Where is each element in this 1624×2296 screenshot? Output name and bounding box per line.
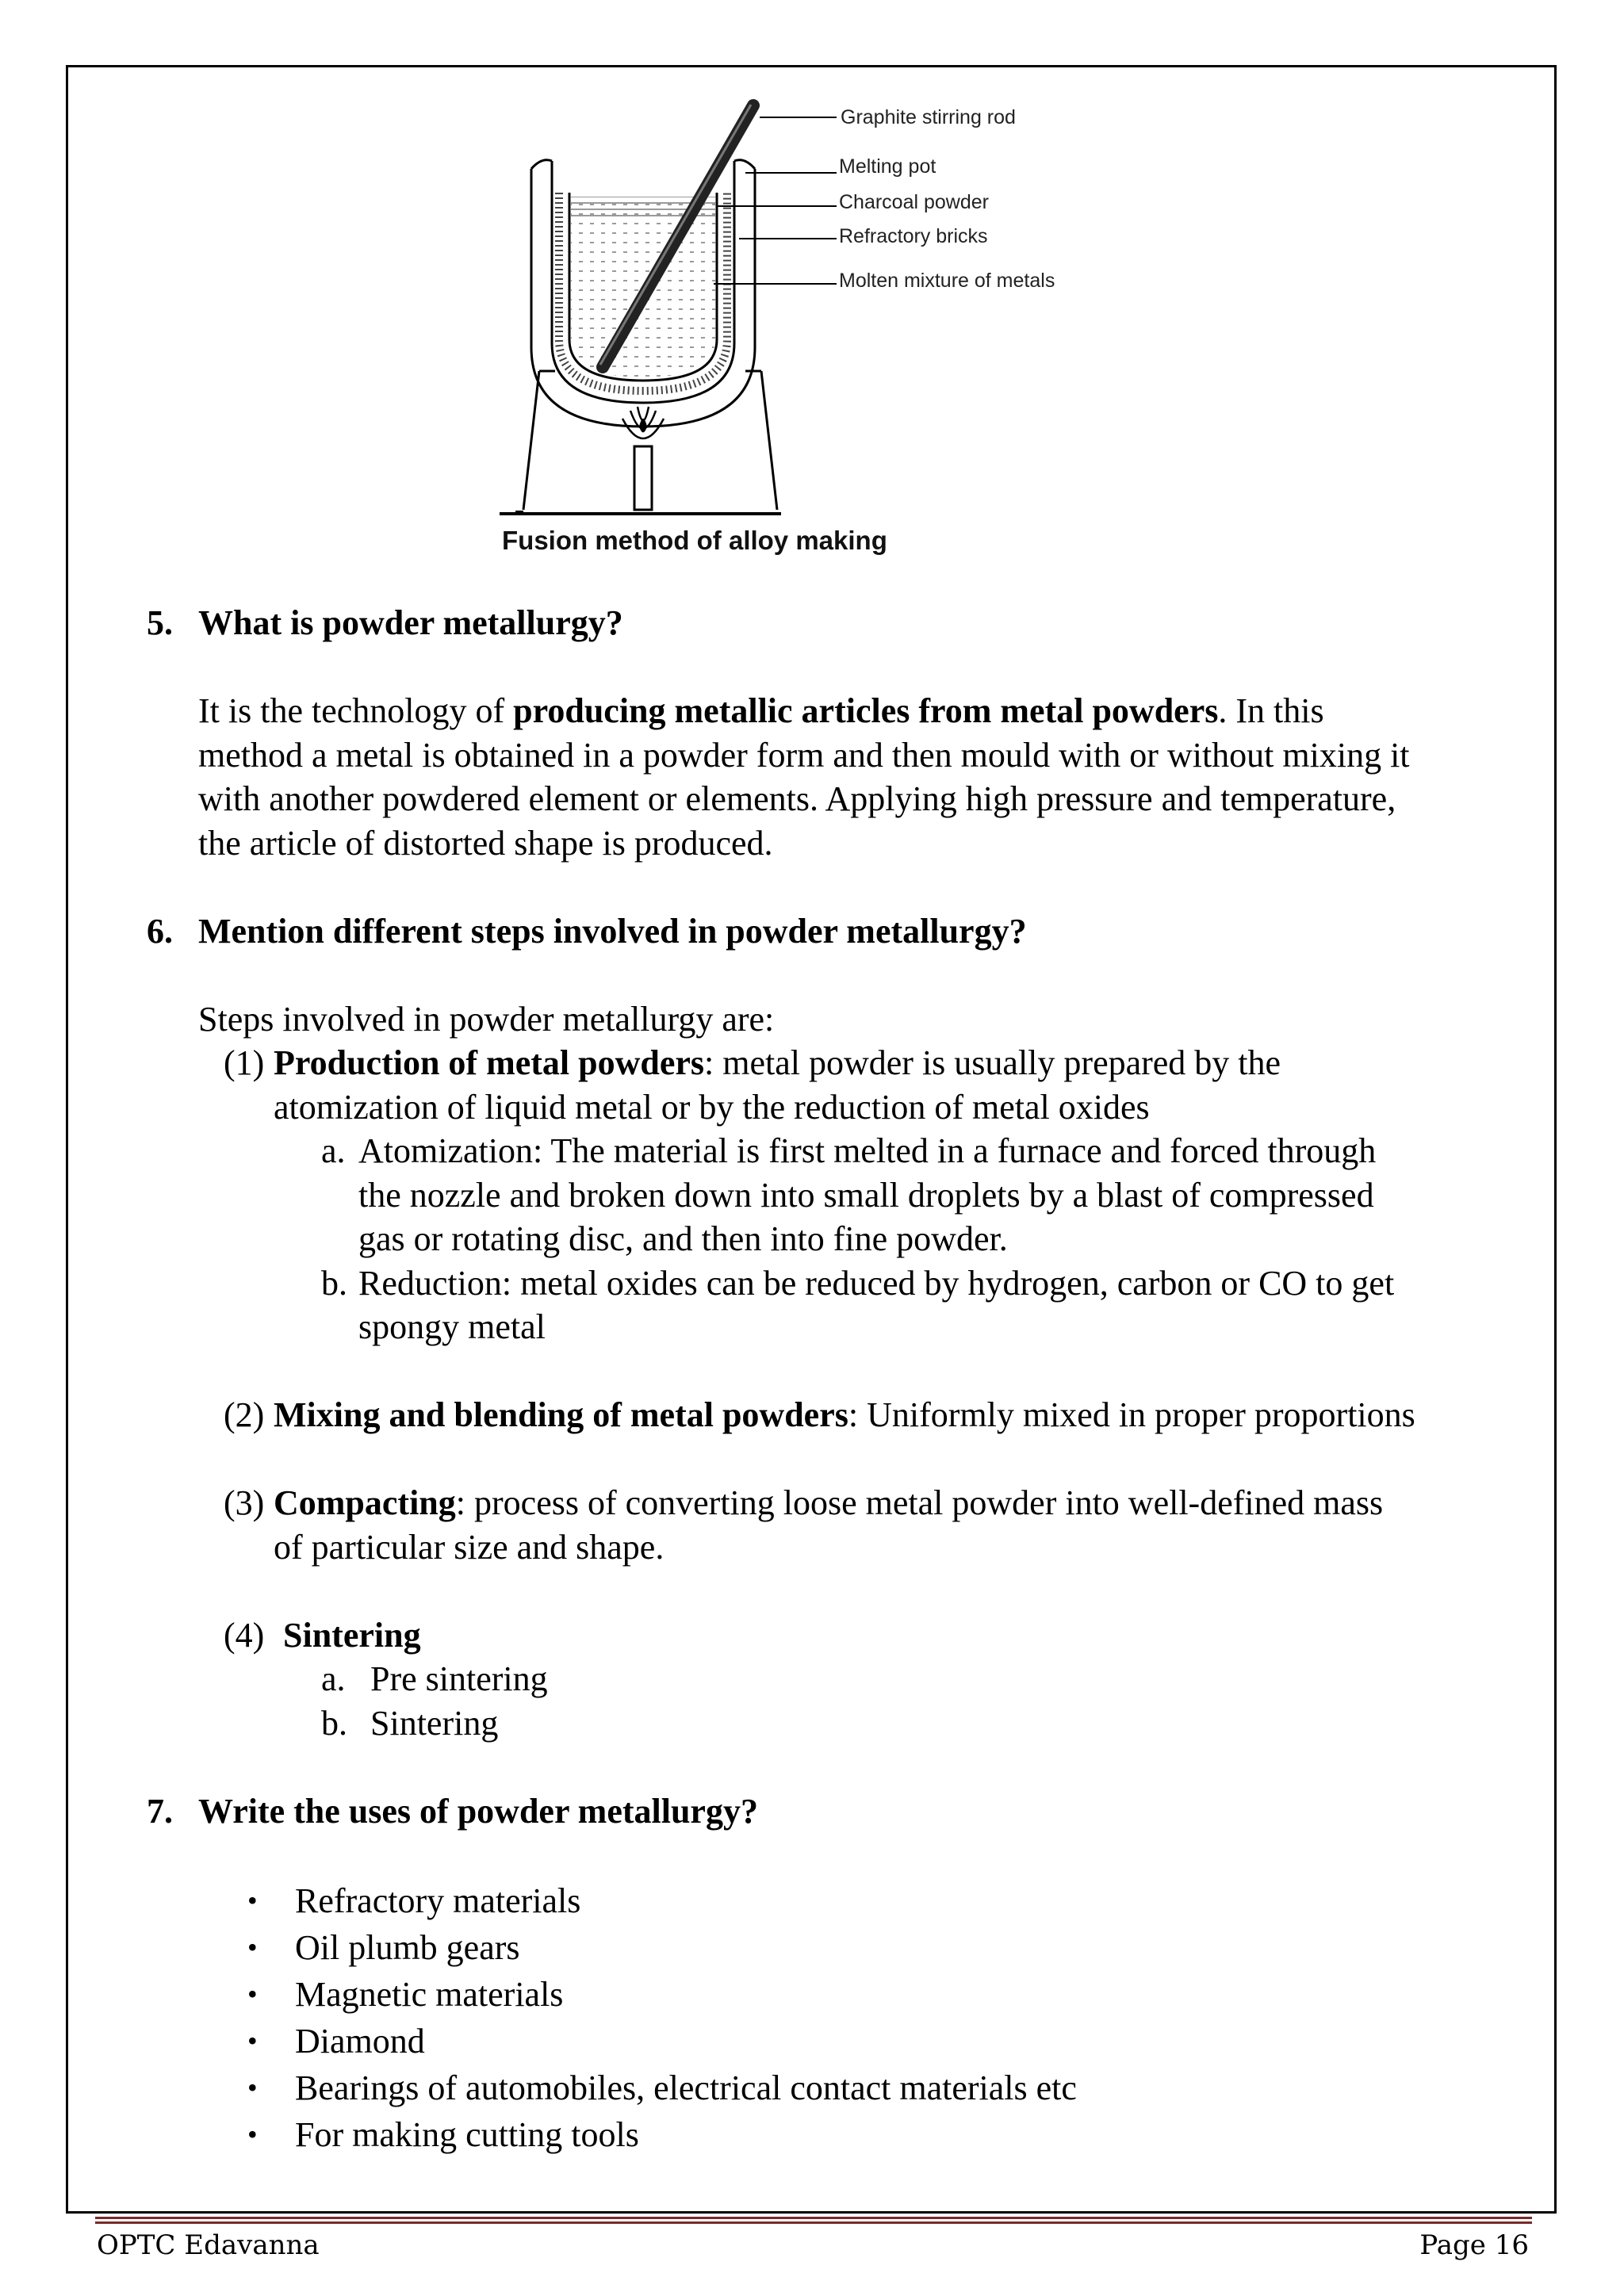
fusion-method-figure <box>444 86 1094 577</box>
step-text: : Uniformly mixed in proper proportions <box>848 1395 1415 1434</box>
step-text: : process of converting loose metal powder into well-defined mass <box>455 1483 1384 1522</box>
footer-institution: OPTC Edavanna <box>97 2229 320 2261</box>
step-1-sub-a <box>147 1129 1526 1261</box>
sub-text: spongy metal <box>358 1307 546 1346</box>
question-text: What is powder metallurgy? <box>198 603 623 642</box>
list-item: • Magnetic materials <box>147 1971 1526 2018</box>
list-item: • Oil plumb gears <box>147 1924 1526 1971</box>
step-title: Mixing and blending of metal powders <box>274 1395 848 1434</box>
step-1-sub-b <box>147 1261 1526 1349</box>
step-number: (2) <box>224 1395 265 1434</box>
list-item: • Diamond <box>147 2018 1526 2064</box>
bullet-icon: • <box>247 1931 258 1963</box>
footer-rule <box>95 2217 1532 2219</box>
step-text: atomization of liquid metal or by the reduction of metal oxides <box>274 1087 1150 1127</box>
question-text: Mention different steps involved in powder metallurgy? <box>198 911 1027 951</box>
answer-line: method a metal is obtained in a powder form and then mould with or without mixing it <box>198 735 1410 775</box>
sub-text: the nozzle and broken down into small droplets by a blast of compressed <box>358 1175 1374 1215</box>
answer-text: It is the technology of <box>198 691 514 730</box>
question-7 <box>147 1789 1526 1834</box>
step-title: Compacting <box>274 1483 456 1522</box>
sub-label: a. <box>321 1659 346 1698</box>
list-item: • For making cutting tools <box>147 2111 1526 2158</box>
label-refractory-bricks: Refractory bricks <box>839 225 988 247</box>
step-number: (1) <box>224 1043 265 1082</box>
step-text: : metal powder is usually prepared by the <box>704 1043 1281 1082</box>
question-number: 5. <box>147 603 173 642</box>
bullet-icon: • <box>247 2024 258 2057</box>
step-1 <box>147 1041 1526 1129</box>
question-number: 7. <box>147 1791 173 1831</box>
label-melting-pot: Melting pot <box>839 155 936 178</box>
sub-text: gas or rotating disc, and then into fine powder. <box>358 1219 1008 1258</box>
sub-label: a. <box>321 1131 346 1170</box>
question-5 <box>147 601 1526 645</box>
step-number: (3) <box>224 1483 265 1522</box>
sub-text: Reduction: metal oxides can be reduced by hydrogen, carbon or CO to get <box>358 1263 1395 1303</box>
question-text: Write the uses of powder metallurgy? <box>198 1791 758 1831</box>
footer-rule <box>95 2221 1532 2224</box>
step-4-sub-b <box>147 1701 1526 1746</box>
uses-list <box>147 1877 1526 2158</box>
bullet-icon: • <box>247 1884 258 1916</box>
steps-intro: Steps involved in powder metallurgy are: <box>198 999 775 1039</box>
footer-page-number: Page 16 <box>1419 2229 1529 2261</box>
question-number: 6. <box>147 911 173 951</box>
step-number: (4) <box>224 1615 265 1655</box>
stand <box>500 371 781 514</box>
step-title: Production of metal powders <box>274 1043 705 1082</box>
step-4 <box>147 1613 1526 1658</box>
answer-text: . In this <box>1218 691 1324 730</box>
label-charcoal-powder: Charcoal powder <box>839 191 989 213</box>
label-graphite-stirring-rod: Graphite stirring rod <box>841 106 1016 128</box>
sub-text: Sintering <box>370 1703 499 1743</box>
label-molten-mixture: Molten mixture of metals <box>839 270 1055 292</box>
step-text: of particular size and shape. <box>274 1527 665 1567</box>
answer-line: with another powdered element or elements. Applying high pressure and temperature, <box>198 779 1396 818</box>
step-2 <box>147 1393 1526 1437</box>
sub-text: Atomization: The material is first melted in a furnace and forced through <box>358 1131 1377 1170</box>
bullet-icon: • <box>247 1977 258 2010</box>
step-4-sub-a <box>147 1657 1526 1701</box>
question-6 <box>147 909 1526 954</box>
step-title: Sintering <box>283 1615 421 1655</box>
bullet-icon: • <box>247 2118 258 2150</box>
step-3 <box>147 1481 1526 1569</box>
bullet-icon: • <box>247 2071 258 2103</box>
sub-text: Pre sintering <box>370 1659 548 1698</box>
answer-bold-text: producing metallic articles from metal powders <box>513 691 1219 730</box>
sub-label: b. <box>321 1703 347 1743</box>
list-item: • Bearings of automobiles, electrical contact materials etc <box>147 2064 1526 2111</box>
fusion-diagram <box>444 86 1094 577</box>
answer-5 <box>147 689 1526 865</box>
answer-line: the article of distorted shape is produced. <box>198 823 773 863</box>
page-content <box>147 601 1526 2158</box>
list-item: • Refractory materials <box>147 1877 1526 1924</box>
figure-caption: Fusion method of alloy making <box>502 526 887 555</box>
sub-label: b. <box>321 1263 347 1303</box>
